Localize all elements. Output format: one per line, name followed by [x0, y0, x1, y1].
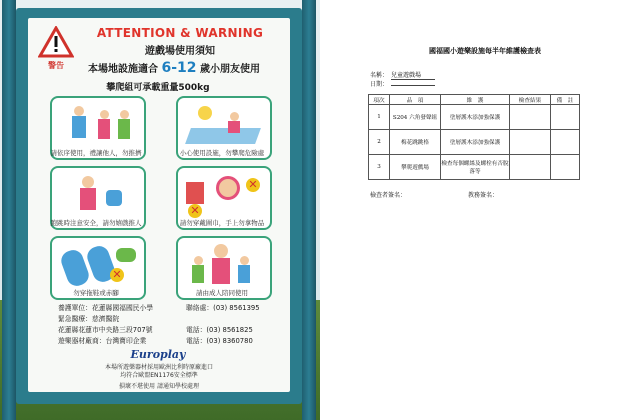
sign-title-english: ATTENTION & WARNING [96, 26, 264, 40]
info-line [58, 302, 278, 312]
rule-text: 請依序使用，禮讓他人，勿推擠 [50, 149, 142, 157]
column-header: 維 護 [441, 95, 510, 105]
form-title: 國福國小遊樂設施每半年維護檢查表 [429, 46, 541, 55]
inspector-signature-label: 檢查者簽名： [370, 192, 407, 199]
europlay-logo: Europlay [130, 348, 186, 361]
info-line [58, 313, 278, 323]
column-header: 品 項 [390, 95, 441, 105]
column-header: 項次 [369, 95, 390, 105]
cell-item: S204 六角發聲組 [390, 105, 441, 130]
age-suffix: 歲小朋友使用 [200, 64, 260, 75]
cell-note [551, 155, 580, 180]
footer-line: 均符合歐盟EN1176安全標準 [120, 372, 198, 379]
load-limit: 攀爬組可承載重量500kg [106, 83, 210, 93]
column-header: 檢查結果 [510, 95, 551, 105]
cell-no: 3 [369, 155, 390, 180]
age-guideline [58, 60, 290, 76]
info-line [58, 335, 278, 345]
age-range: 6-12 [161, 60, 197, 76]
sign-post-right [302, 0, 316, 420]
table-header-row [369, 95, 580, 105]
info-left: 養護單位：花蓮縣國福國民小學 [58, 304, 154, 312]
footer-line: 本場所遊樂器材採用歐洲比利時原廠進口 [104, 364, 213, 371]
cell-item: 攀爬遊戲場 [390, 155, 441, 180]
prohibited-icon: ✕ [246, 178, 260, 192]
cell-action: 檢查每個螺絲及螺栓有否脫落等 [441, 155, 510, 180]
table-row [369, 105, 580, 130]
info-left: 遊樂器材廠商：台灣寶印企業 [58, 337, 147, 345]
age-prefix: 本場地設施適合 [87, 64, 158, 75]
inspection-table [368, 94, 580, 180]
cell-action: 塗層護木添加強保護 [441, 105, 510, 130]
sign-post-left [2, 0, 16, 420]
prohibited-icon: ✕ [188, 204, 202, 218]
supervisor-signature-label: 教務簽名： [468, 192, 499, 199]
warning-caption: 警告 [48, 61, 64, 70]
cell-no: 2 [369, 130, 390, 155]
cell-result [510, 155, 551, 180]
date-value [391, 85, 435, 86]
date-label: 日期： [370, 81, 389, 88]
info-left: 花蓮縣花蓮市中央路三段707號 [58, 326, 153, 334]
info-line [58, 324, 278, 334]
info-right: 電話：(03) 8360780 [186, 337, 253, 345]
cell-note [551, 105, 580, 130]
sign-title-chinese: 遊戲場使用須知 [145, 46, 215, 57]
rule-text: 請勿穿戴圍巾，手上勿拿物品 [179, 219, 265, 227]
info-left: 緊急醫療：慈濟醫院 [58, 315, 120, 323]
cell-note [551, 130, 580, 155]
rule-text: 勿穿拖鞋或赤腳 [73, 289, 119, 297]
warning-triangle-icon [38, 26, 74, 58]
inspection-form-document [330, 0, 640, 420]
rule-text: 小心使用設施，勿攀爬危險處 [179, 149, 265, 157]
cell-result [510, 130, 551, 155]
cell-result [510, 105, 551, 130]
info-right: 聯絡處：(03) 8561395 [186, 304, 260, 312]
cell-no: 1 [369, 105, 390, 130]
cell-action: 塗層護木添加強保護 [441, 130, 510, 155]
column-header: 備 註 [551, 95, 580, 105]
info-right: 電話：(03) 8561825 [186, 326, 253, 334]
cell-item: 梅花跳跳格 [390, 130, 441, 155]
prohibited-icon: ✕ [110, 268, 124, 282]
date-field [370, 79, 435, 88]
table-row [369, 155, 580, 180]
footer-line: 損壞不堪使用 請通知學校處理 [119, 383, 199, 390]
name-value: 兒童遊戲場 [391, 70, 435, 80]
name-label: 名稱： [370, 72, 389, 79]
table-row [369, 130, 580, 155]
rule-text: 跑跳時注意安全，請勿嬉戲推人 [50, 219, 142, 227]
rule-text: 請由成人陪同使用 [196, 289, 248, 297]
